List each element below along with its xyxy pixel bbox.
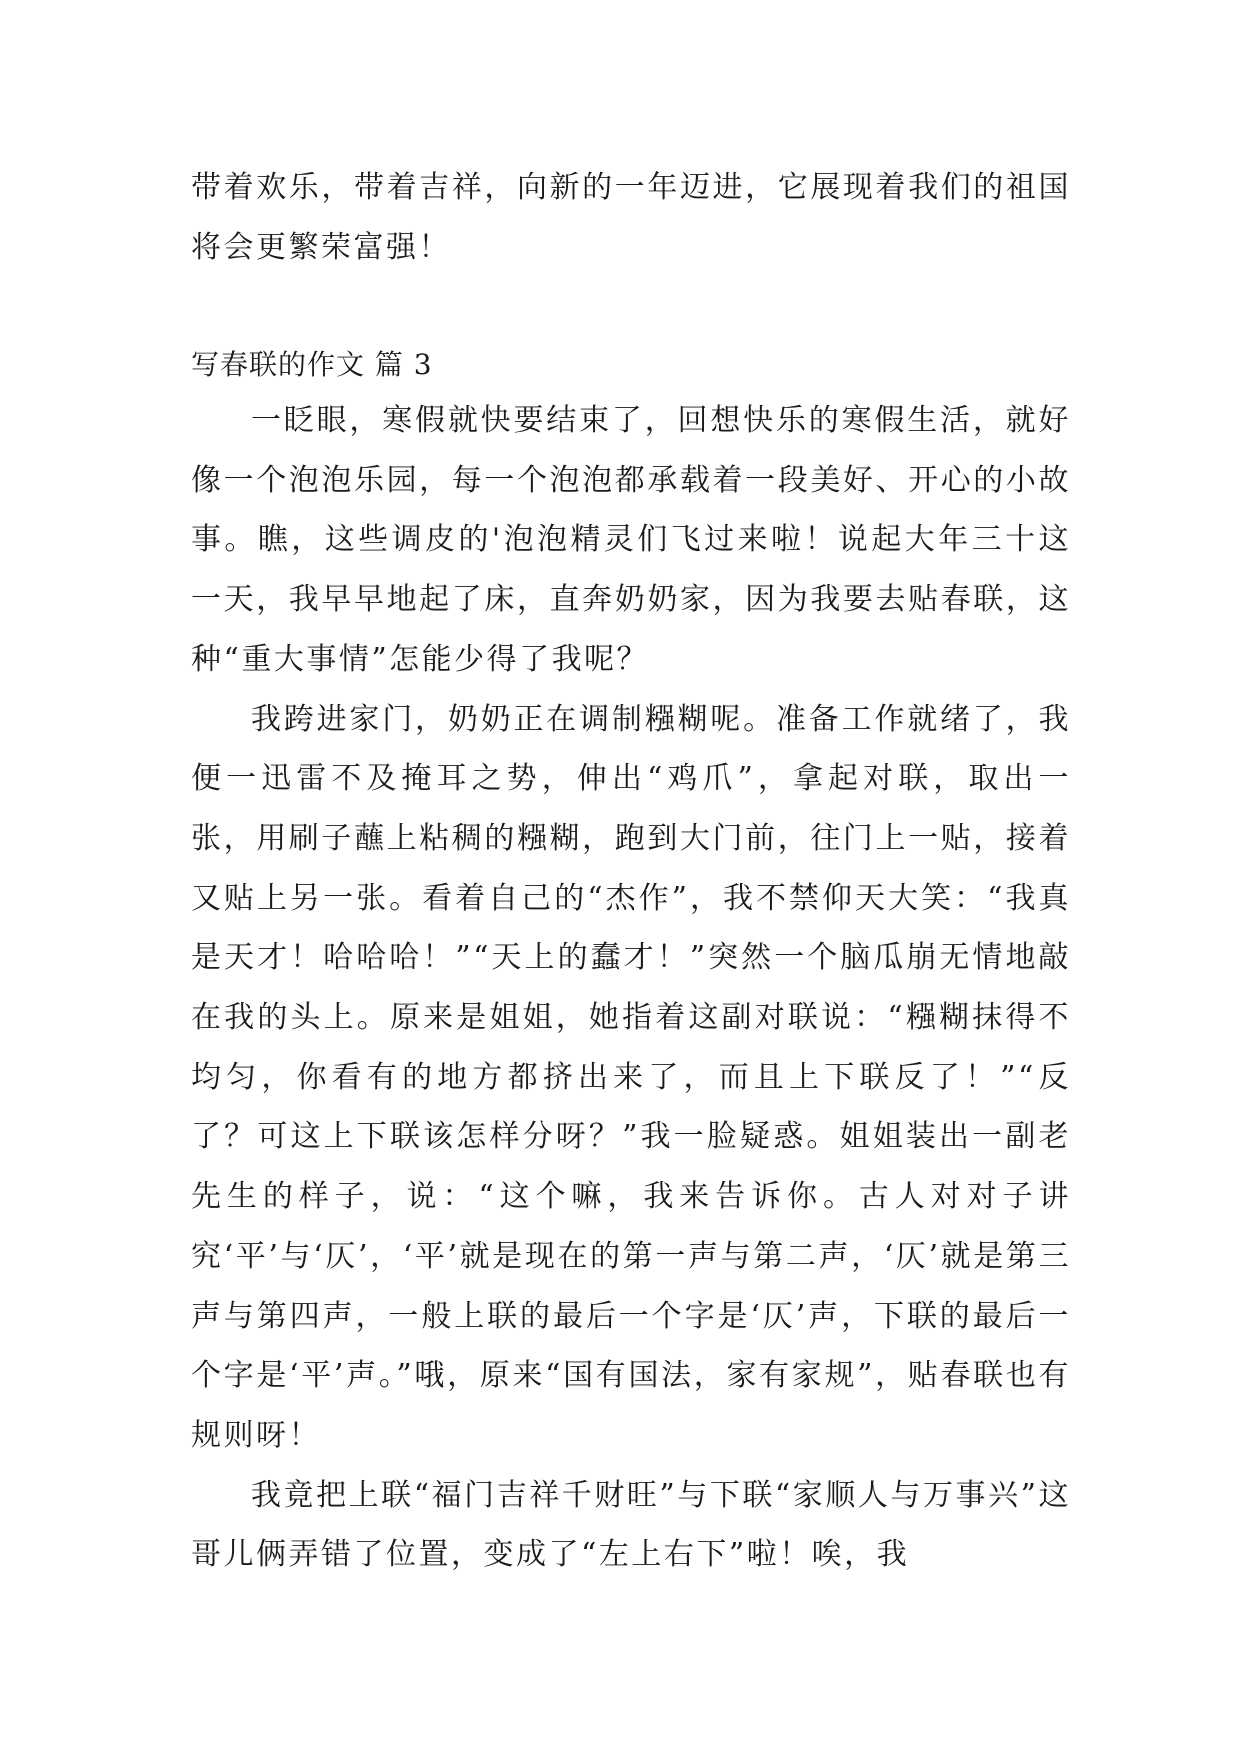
intro-block — [191, 158, 1071, 277]
body-paragraph: 我竟把上联“福门吉祥千财旺”与下联“家顺人与万事兴”这哥儿俩弄错了位置，变成了“左上右下”啦！唉，我 — [191, 1477, 1071, 1573]
intro-paragraph: 带着欢乐，带着吉祥，向新的一年迈进，它展现着我们的祖国将会更繁荣富强！ — [191, 170, 1071, 265]
article-body — [191, 391, 1071, 1585]
heading-block — [191, 335, 1071, 395]
section-heading: 写春联的作文 篇 3 — [191, 348, 433, 381]
body-paragraph: 我跨进家门，奶奶正在调制糨糊呢。准备工作就绪了，我便一迅雷不及掩耳之势，伸出“鸡爪”，拿起对联，取出一张，用刷子蘸上粘稠的糨糊，跑到大门前，往门上一贴，接着又贴上另一张。看着自己的“杰作”，我不禁仰天大笑：“我真是天才！哈哈哈！”“天上的蠢才！”突然一个脑瓜崩无情地敲在我的头上。原来是姐姐，她指着这副对联说：“糨糊抹得不均匀，你看有的地方都挤出来了，而且上下联反了！”“反了？可这上下联该怎样分呀？”我一脸疑惑。姐姐装出一副老先生的样子，说：“这个嘛，我来告诉你。古人对对子讲究‘平’与‘仄’，‘平’就是现在的第一声与第二声，‘仄’就是第三声与第四声，一般上联的最后一个字是‘仄’声，下联的最后一个字是‘平’声。”哦，原来“国有国法，家有家规”，贴春联也有规则呀！ — [191, 701, 1071, 1453]
body-paragraph: 一眨眼，寒假就快要结束了，回想快乐的寒假生活，就好像一个泡泡乐园，每一个泡泡都承载着一段美好、开心的小故事。瞧，这些调皮的'泡泡精灵们飞过来啦！说起大年三十这一天，我早早地起了床，直奔奶奶家，因为我要去贴春联，这种“重大事情”怎能少得了我呢？ — [191, 403, 1071, 677]
